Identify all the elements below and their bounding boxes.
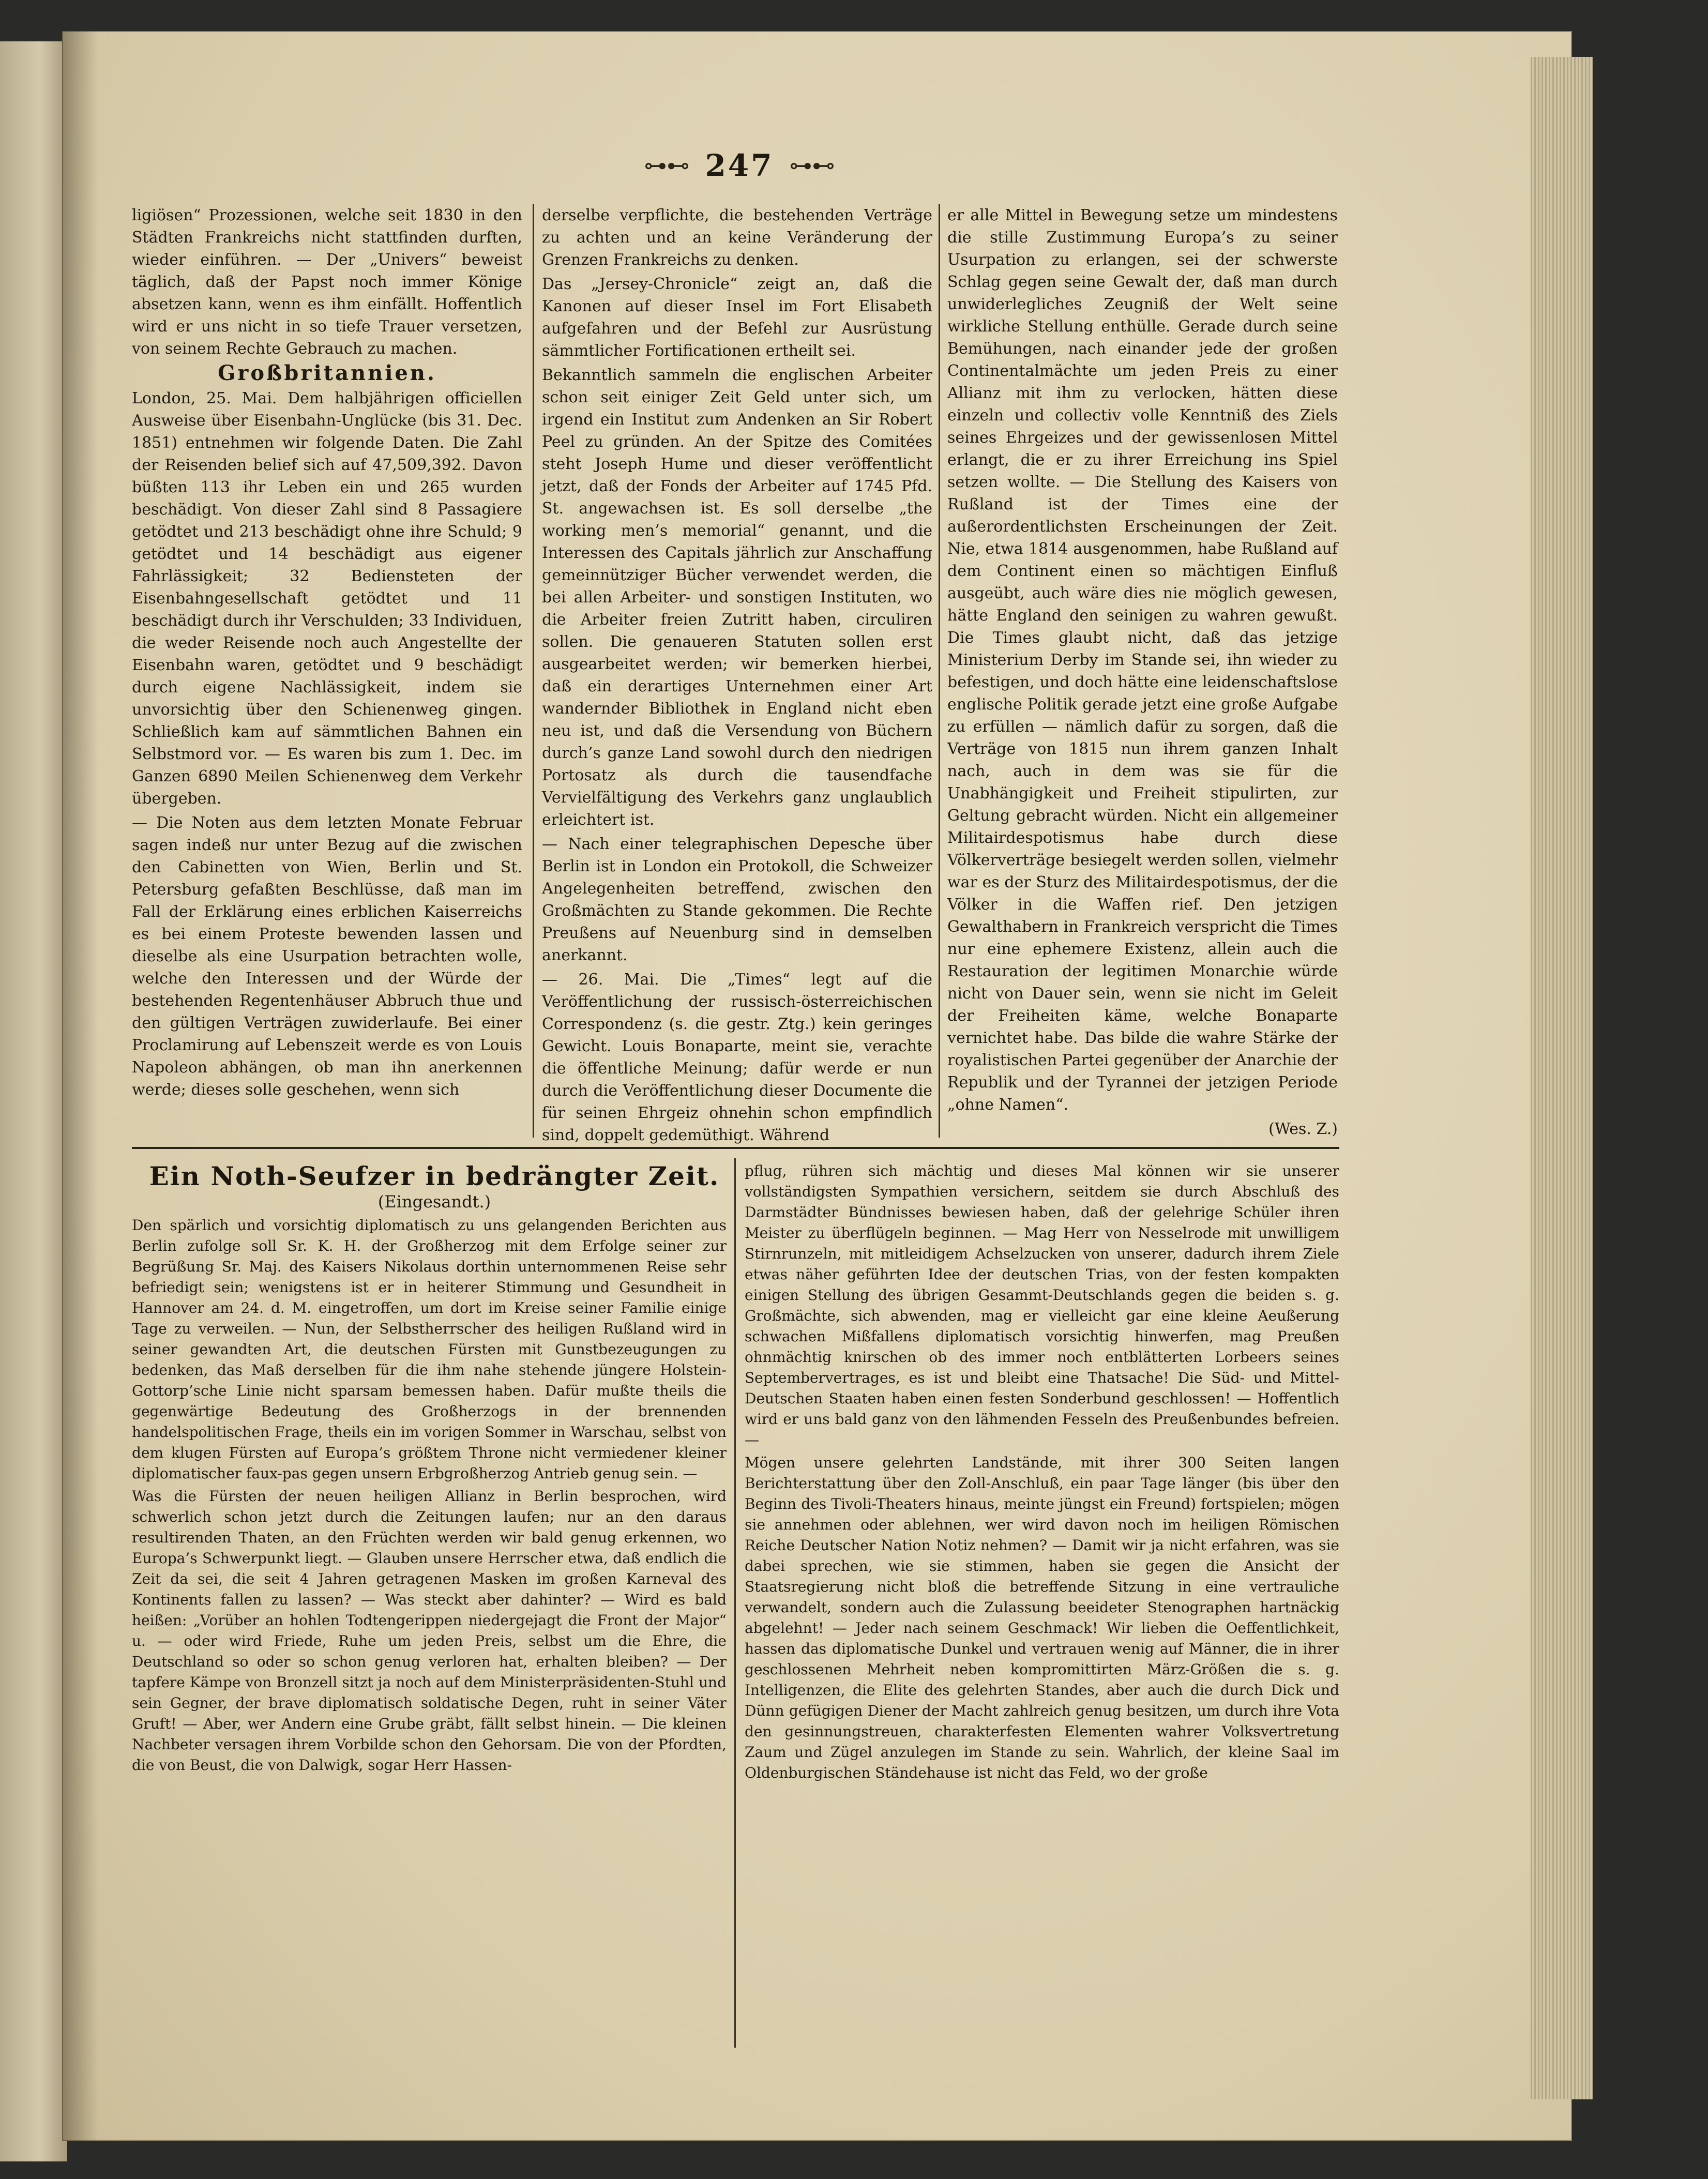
- column-divider: [939, 204, 940, 1138]
- paragraph: Was die Fürsten der neuen heiligen Allianz in Berlin besprochen, wird schwerlich schon jetzt durch die Zeitungen laufen; nur an den daraus resultirenden Thaten, an den Früchten werden wir bald genug erkennen, wo Europa’s Schwerpunkt liegt. — Glauben unsere Herrscher etwa, daß endlich die Zeit da sei, die seit 4 Jahren getragenen Masken im großen Karneval des Kontinents fallen zu lassen? — Was steckt aber dahinter? — Wird es bald heißen: „Vorüber an hohlen Todtengerippen niedergejagt die Front der Major“ u. — oder wird Friede, Ruhe um jeden Preis, selbst um die Ehre, die Deutschland so oder so schon genug verloren hat, erhalten bleiben? — Der tapfere Kämpe von Bronzell sitzt ja noch auf dem Ministerpräsidenten-Stuhl und sein Gegner, der brave diplomatisch soldatische Degen, ruht in seiner Väter Gruft! — Aber, wer Andern eine Grube gräbt, fällt selbst hinein. — Die kleinen Nachbeter versagen ihrem Vorbilde schon den Gehorsam. Die von der Pfordten, die von Beust, die von Dalwigk, sogar Herr Hassen-: [132, 1488, 727, 1774]
- paragraph: pflug, rühren sich mächtig und dieses Mal können wir sie unserer vollständigsten Sympathien versichern, seitdem sie durch Abschluß des Darmstädter Bündnisses bewiesen haben, daß der gelehrige Schüler ihren Meister zu überflügeln beginnen. — Mag Herr von Nesselrode mit unwilligem Stirnrunzeln, mit mitleidigem Achselzucken von unserer, dadurch ihrem Ziele etwas näher geführten Idee der deutschen Trias, von der festen kompakten einigen Stellung des übrigen Gesammt-Deutschlands gegen die beiden s. g. Großmächte, sich abwenden, mag er vielleicht gar eine kleine Aeußerung schwachen Mißfallens diplomatisch vorsichtig hinwerfen, mag Preußen ohnmächtig knirschen ob des immer noch entblätterten Lorbeers seines Septembervertrages, es ist und bleibt eine Thatsache! Die Süd- und Mittel-Deutschen Staaten haben einen festen Sonderbund geschlossen! — Hoffentlich wird er uns bald ganz von den lähmenden Fesseln des Preußenbundes befreien. —: [745, 1162, 1339, 1448]
- column-divider: [734, 1158, 736, 2048]
- article-subhead: (Eingesandt.): [377, 1192, 491, 1212]
- paragraph: Mögen unsere gelehrten Landstände, mit ihrer 300 Seiten langen Berichterstattung über den Zoll-Anschluß, ein paar Tage länger (bis über den Beginn des Tivoli-Theaters hinaus, meinte jüngst ein Freund) fortspielen; mögen sie annehmen oder ablehnen, wer wird davon noch im heiligen Römischen Reiche Deutscher Nation Notiz nehmen? — Damit wir ja nicht erfahren, was sie dabei sprechen, wie sie stimmen, haben sie gegen die Ansicht der Staatsregierung nicht bloß die betreffende Sitzung in eine vertrauliche verwandelt, sondern auch die Zulassung beeideter Stenographen hartnäckig abgelehnt! — Jeder nach seinem Geschmack! Wir lieben die Oeffentlichkeit, hassen das diplomatische Dunkel und vertrauen wenig auf Männer, die in ihrer geschlossenen Mehrheit neben kompromittirten März-Größen die s. g. Intelligenzen, die Elite des gelehrten Standes, aber auch die durch Dick und Dünn gefügigen Diener der Macht zahlreich genug besitzen, um durch ihre Vota den gesinnungstreuen, charakterfesten Elementen wahrer Volksvertretung Zaum und Zügel anzulegen im Stande zu sein. Wahrlich, der kleine Saal im Oldenburgischen Ständehause ist nicht das Feld, wo der große: [745, 1454, 1339, 1781]
- article-column-2: [745, 1161, 1339, 1785]
- spine-shadow: [62, 31, 98, 2141]
- top-column-3: [947, 204, 1338, 1142]
- paragraph: er alle Mittel in Bewegung setze um mindestens die stille Zustimmung Europa’s zu seiner Usurpation zu erlangen, sei der schwerste Schlag gegen seine Gewalt der, daß man durch unwiderlegliches Zeugniß der Welt seine wirkliche Stellung enthülle. Gerade durch seine Bemühungen, nach einander jede der großen Continentalmächte um jeden Preis zu einer Allianz mit ihm zu verlocken, hätten diese einzeln und collectiv volle Kenntniß des Ziels seines Ehrgeizes und der gewissenlosen Mittel erlangt, die er zu ihrer Erreichung ins Spiel setzen wollte. — Die Stellung des Kaisers von Rußland ist der Times eine der außerordentlichsten Erscheinungen der Zeit. Nie, etwa 1814 ausgenommen, habe Rußland auf dem Continent einen so mächtigen Einfluß ausgeübt, auch wäre dies nie möglich gewesen, hätte England den seinigen zu wahren gewußt. Die Times glaubt nicht, daß das jetzige Ministerium Derby im Stande sei, ihn wieder zu befestigen, und doch hätte eine leidenschaftslose englische Politik gerade jetzt eine große Aufgabe zu erfüllen — nämlich dafür zu sorgen, daß die Verträge von 1815 nun ihrem ganzen Inhalt nach, auch in dem was sie für die Unabhängigkeit und Freiheit stipulirten, zur Geltung gebracht würden. Nicht ein allgemeiner Militairdespotismus habe durch diese Völkerverträge besiegelt werden sollen, vielmehr war es der Sturz des Militairdespotismus, der die Völker in die Waffen rief. Den jetzigen Gewalthabern in Frankreich verspricht die Times nur eine ephemere Existenz, allein auch die Restauration der legitimen Monarchie würde nicht von Dauer sein, wenn sie nicht im Geleit der Freiheiten käme, welche Bonaparte vernichtet habe. Das bilde die wahre Stärke der royalistischen Partei gegenüber der Anarchie der Republik und der Tyrannei der jetzigen Periode „ohne Namen“.: [947, 206, 1338, 1114]
- ornament-right-icon: ⊶⊷: [789, 152, 835, 179]
- paragraph: London, 25. Mai. Dem halbjährigen officiellen Ausweise über Eisenbahn-Unglücke (bis 31. Dec. 1851) entnehmen wir folgende Daten. Die Zahl der Reisenden belief sich auf 47,509,392. Davon büßten 113 ihr Leben ein und 265 wurden beschädigt. Von dieser Zahl sind 8 Passagiere getödtet und 213 beschädigt ohne ihre Schuld; 9 getödtet und 14 beschädigt aus eigener Fahrlässigkeit; 32 Bediensteten der Eisenbahngesellschaft getödtet und 11 beschädigt durch ihr Verschulden; 33 Individuen, die weder Reisende noch auch Angestellte der Eisenbahn waren, getödtet und 9 beschädigt durch eigene Nachlässigkeit, indem sie unvorsichtig über den Schienenweg gingen. Schließlich kam auf sämmtlichen Bahnen ein Selbstmord vor. — Es waren bis zum 1. Dec. im Ganzen 6890 Meilen Schienenweg dem Verkehr übergeben.: [132, 389, 522, 808]
- column-divider: [533, 204, 534, 1138]
- page-stack-edge: [1531, 57, 1593, 2099]
- paragraph: ligiösen“ Prozessionen, welche seit 1830 in den Städten Frankreichs nicht stattfinden durften, wieder einführen. — Der „Univers“ beweist täglich, daß der Papst noch immer Könige absetzen kann, wenn es ihm einfällt. Hoffentlich wird er uns nicht in so tiefe Trauer versetzen, von seinem Rechte Gebrauch zu machen.: [132, 206, 522, 358]
- paragraph: Den spärlich und vorsichtig diplomatisch zu uns gelangenden Berichten aus Berlin zufolge soll Sr. K. H. der Großherzog mit dem Erfolge seiner zur Begrüßung Sr. Maj. des Kaisers Nikolaus dorthin unternommenen Reise sehr befriedigt sein; wenigstens ist er in heiterer Stimmung und Gesundheit in Hannover am 24. d. M. eingetroffen, um dort im Kreise seiner Familie einige Tage zu verweilen. — Nun, der Selbstherrscher des heiligen Rußland wird in seiner gewandten Art, die deutschen Fürsten mit Gunstbezeugungen zu bedenken, das Maß derselben für die ihm nahe stehende jüngere Holstein-Gottorp’sche Linie nicht sparsam bemessen haben. Dafür mußte theils die gegenwärtige Bedeutung des Großherzogs in der brennenden handelspolitischen Frage, theils ein im vorigen Sommer in Warschau, selbst von dem klugen Fürsten auf Europa’s größtem Throne nicht vermiedener kleiner diplomatischer faux-pas gegen unsern Erbgroßherzog Antrieb genug sein. —: [132, 1217, 727, 1482]
- article-column-1: [132, 1215, 727, 1778]
- ornament-left-icon: ⊶⊷: [644, 152, 690, 179]
- paragraph: derselbe verpflichte, die bestehenden Verträge zu achten und an keine Veränderung der Grenzen Frankreichs zu denken.: [542, 206, 932, 269]
- page-number: 247: [705, 148, 774, 183]
- paragraph: — 26. Mai. Die „Times“ legt auf die Veröffentlichung der russisch-österreichischen Correspondenz (s. die gestr. Ztg.) kein geringes Gewicht. Louis Bonaparte, meint sie, verachte die öffentliche Meinung; dafür werde er nun durch die Veröffentlichung dieser Documente die für seinen Ehrgeiz ohnehin schon empfindlich sind, doppelt gedemüthigt. Während: [542, 971, 932, 1144]
- section-heading: Großbritannien.: [218, 361, 436, 385]
- page-header: [621, 147, 858, 184]
- top-column-2: [542, 204, 932, 1148]
- article-headline: Ein Noth-Seufzer in bedrängter Zeit.: [149, 1161, 720, 1191]
- paragraph: — Nach einer telegraphischen Depesche über Berlin ist in London ein Protokoll, die Schweizer Angelegenheiten betreffend, zwischen den Großmächten zu Stande gekommen. Die Rechte Preußens auf Neuenburg sind in demselben anerkannt.: [542, 835, 932, 964]
- source-attribution: (Wes. Z.): [1268, 1120, 1338, 1138]
- section-separator: [132, 1147, 1339, 1149]
- paragraph: Bekanntlich sammeln die englischen Arbeiter schon seit einiger Zeit Geld unter sich, um irgend ein Institut zum Andenken an Sir Robert Peel zu gründen. An der Spitze des Comitées steht Joseph Hume und dieser veröffentlicht jetzt, daß der Fonds der Arbeiter auf 1745 Pfd. St. angewachsen ist. Es soll derselbe „the working men’s memorial“ genannt, und die Interessen des Capitals jährlich zur Anschaffung gemeinnütziger Bücher verwendet werden, die bei allen Arbeiter- und sonstigen Instituten, wo die Arbeiter freien Zutritt haben, circuliren sollen. Die genaueren Statuten sollen erst ausgearbeitet werden; wir bemerken hierbei, daß ein derartiges Unternehmen einer Art wandernder Bibliothek in England nicht eben neu ist, und daß die Versendung von Büchern durch’s ganze Land sowohl durch den niedrigen Portosatz als durch die tausendfache Vervielfältigung des Verkehrs ganz unglaublich erleichtert ist.: [542, 366, 932, 829]
- top-column-1: [132, 204, 522, 1103]
- left-page-edge: [0, 41, 67, 2161]
- paragraph: — Die Noten aus dem letzten Monate Februar sagen indeß nur unter Bezug auf die zwischen den Cabinetten von Wien, Berlin und St. Petersburg gefaßten Beschlüsse, daß man im Fall der Erklärung eines erblichen Kaiserreichs es bei einem Proteste bewenden lassen und dieselbe als eine Usurpation betrachten wolle, welche den Interessen und der Würde der bestehenden Regentenhäuser Abbruch thue und den gültigen Verträgen zuwiderlaufe. Bei einer Proclamirung auf Lebenszeit werde es von Louis Napoleon abhängen, ob man ihn anerkennen werde; dieses solle geschehen, wenn sich: [132, 814, 522, 1099]
- paragraph: Das „Jersey-Chronicle“ zeigt an, daß die Kanonen auf dieser Insel im Fort Elisabeth aufgefahren und der Befehl zur Ausrüstung sämmtlicher Fortificationen ertheilt sei.: [542, 275, 932, 360]
